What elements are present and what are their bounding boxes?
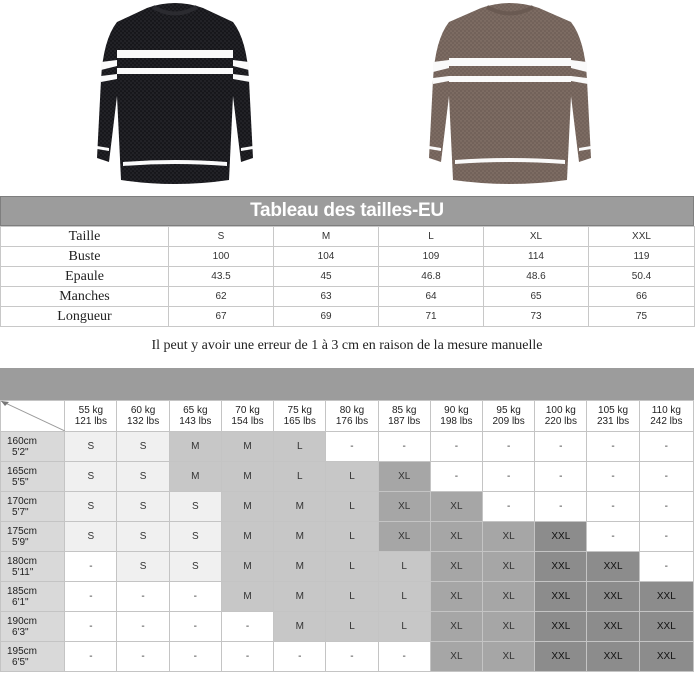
size-value: XXL xyxy=(589,227,695,247)
weight-header: 90 kg 198 lbs xyxy=(430,401,482,432)
size-recommendation-cell: XXL xyxy=(639,582,693,612)
size-row-buste xyxy=(1,247,695,267)
size-recommendation-cell: XXL xyxy=(639,612,693,642)
size-recommendation-cell: - xyxy=(378,432,430,462)
size-value: 75 xyxy=(589,307,695,327)
brown-sweater-image xyxy=(425,0,595,185)
weight-height-size-table xyxy=(0,400,694,672)
height-header: 180cm 5'11" xyxy=(1,552,65,582)
size-recommendation-cell: - xyxy=(483,462,535,492)
size-recommendation-cell: M xyxy=(221,582,273,612)
size-recommendation-cell: XXL xyxy=(587,612,639,642)
size-recommendation-cell: XL xyxy=(430,522,482,552)
size-recommendation-cell: L xyxy=(326,552,378,582)
size-recommendation-cell: - xyxy=(535,492,587,522)
size-value: 71 xyxy=(379,307,484,327)
weight-header: 55 kg 121 lbs xyxy=(65,401,117,432)
size-recommendation-cell: L xyxy=(378,552,430,582)
size-recommendation-cell: L xyxy=(274,462,326,492)
size-value: M xyxy=(274,227,379,247)
size-value: 62 xyxy=(169,287,274,307)
size-recommendation-cell: XL xyxy=(483,612,535,642)
weight-header: 80 kg 176 lbs xyxy=(326,401,378,432)
size-recommendation-cell: XXL xyxy=(535,552,587,582)
size-recommendation-cell: - xyxy=(65,642,117,672)
size-recommendation-cell: XXL xyxy=(535,522,587,552)
weight-header: 70 kg 154 lbs xyxy=(221,401,273,432)
size-recommendation-cell: - xyxy=(326,642,378,672)
size-value: 119 xyxy=(589,247,695,267)
size-recommendation-cell: S xyxy=(169,552,221,582)
row-label: Epaule xyxy=(1,267,169,287)
eu-size-table xyxy=(0,226,695,327)
height-row xyxy=(1,612,694,642)
height-row xyxy=(1,582,694,612)
size-recommendation-cell: - xyxy=(117,642,169,672)
size-value: 63 xyxy=(274,287,379,307)
size-recommendation-cell: XXL xyxy=(535,642,587,672)
size-value: S xyxy=(169,227,274,247)
size-recommendation-cell: M xyxy=(221,432,273,462)
height-header: 190cm 6'3" xyxy=(1,612,65,642)
height-row xyxy=(1,642,694,672)
size-value: 66 xyxy=(589,287,695,307)
size-recommendation-cell: - xyxy=(639,492,693,522)
row-label: Buste xyxy=(1,247,169,267)
size-recommendation-cell: - xyxy=(639,462,693,492)
size-recommendation-cell: S xyxy=(117,492,169,522)
weight-header: 95 kg 209 lbs xyxy=(483,401,535,432)
size-recommendation-cell: - xyxy=(169,612,221,642)
height-row xyxy=(1,432,694,462)
weight-table-header-band xyxy=(0,368,694,400)
height-row xyxy=(1,522,694,552)
size-recommendation-cell: L xyxy=(326,492,378,522)
size-recommendation-cell: M xyxy=(169,432,221,462)
height-row xyxy=(1,462,694,492)
size-value: 69 xyxy=(274,307,379,327)
height-header: 175cm 5'9" xyxy=(1,522,65,552)
height-row xyxy=(1,552,694,582)
corner-cell xyxy=(1,401,65,432)
size-value: 43.5 xyxy=(169,267,274,287)
size-recommendation-cell: XL xyxy=(483,642,535,672)
size-recommendation-cell: XL xyxy=(483,522,535,552)
size-recommendation-cell: XXL xyxy=(535,582,587,612)
size-recommendation-cell: XL xyxy=(430,492,482,522)
size-table-title: Tableau des tailles-EU xyxy=(0,196,694,226)
size-value: 67 xyxy=(169,307,274,327)
size-recommendation-cell: M xyxy=(221,492,273,522)
size-recommendation-cell: - xyxy=(221,612,273,642)
size-recommendation-cell: - xyxy=(378,642,430,672)
size-recommendation-cell: M xyxy=(274,612,326,642)
size-recommendation-cell: L xyxy=(326,522,378,552)
size-row-epaule xyxy=(1,267,695,287)
size-recommendation-cell: XXL xyxy=(535,612,587,642)
size-recommendation-cell: XXL xyxy=(587,582,639,612)
size-row-taille xyxy=(1,227,695,247)
size-recommendation-cell: S xyxy=(117,552,169,582)
size-value: L xyxy=(379,227,484,247)
size-recommendation-cell: - xyxy=(65,612,117,642)
size-recommendation-cell: - xyxy=(535,432,587,462)
size-recommendation-cell: - xyxy=(639,522,693,552)
weight-header: 75 kg 165 lbs xyxy=(274,401,326,432)
size-recommendation-cell: - xyxy=(65,582,117,612)
size-recommendation-cell: L xyxy=(378,612,430,642)
black-sweater-image xyxy=(95,0,255,185)
size-recommendation-cell: XL xyxy=(430,642,482,672)
size-recommendation-cell: L xyxy=(274,432,326,462)
size-recommendation-cell: - xyxy=(483,432,535,462)
size-recommendation-cell: M xyxy=(221,552,273,582)
size-recommendation-cell: XL xyxy=(378,522,430,552)
weight-header: 105 kg 231 lbs xyxy=(587,401,639,432)
size-recommendation-cell: - xyxy=(221,642,273,672)
weight-header: 110 kg 242 lbs xyxy=(639,401,693,432)
size-value: 50.4 xyxy=(589,267,695,287)
size-value: 48.6 xyxy=(484,267,589,287)
size-recommendation-cell: - xyxy=(169,642,221,672)
size-row-manches xyxy=(1,287,695,307)
size-recommendation-cell: L xyxy=(326,612,378,642)
size-recommendation-cell: M xyxy=(274,582,326,612)
size-value: 65 xyxy=(484,287,589,307)
size-recommendation-cell: M xyxy=(221,462,273,492)
size-recommendation-cell: XL xyxy=(430,552,482,582)
size-recommendation-cell: S xyxy=(169,492,221,522)
size-recommendation-cell: XXL xyxy=(587,552,639,582)
size-recommendation-cell: S xyxy=(169,522,221,552)
weight-header: 60 kg 132 lbs xyxy=(117,401,169,432)
size-recommendation-cell: - xyxy=(639,432,693,462)
size-value: 114 xyxy=(484,247,589,267)
size-value: 45 xyxy=(274,267,379,287)
size-recommendation-cell: - xyxy=(117,582,169,612)
size-recommendation-cell: - xyxy=(274,642,326,672)
row-label: Manches xyxy=(1,287,169,307)
size-value: 109 xyxy=(379,247,484,267)
height-header: 170cm 5'7" xyxy=(1,492,65,522)
size-recommendation-cell: XL xyxy=(483,552,535,582)
size-recommendation-cell: L xyxy=(378,582,430,612)
size-recommendation-cell: XL xyxy=(378,462,430,492)
size-recommendation-cell: M xyxy=(274,492,326,522)
size-value: 100 xyxy=(169,247,274,267)
size-recommendation-cell: - xyxy=(535,462,587,492)
size-recommendation-cell: S xyxy=(65,432,117,462)
size-recommendation-cell: - xyxy=(326,432,378,462)
size-recommendation-cell: S xyxy=(117,462,169,492)
size-recommendation-cell: XXL xyxy=(587,642,639,672)
size-recommendation-cell: XL xyxy=(430,612,482,642)
height-row xyxy=(1,492,694,522)
size-recommendation-cell: - xyxy=(587,522,639,552)
weight-header: 65 kg 143 lbs xyxy=(169,401,221,432)
size-value: XL xyxy=(484,227,589,247)
size-recommendation-cell: M xyxy=(221,522,273,552)
size-recommendation-cell: - xyxy=(65,552,117,582)
size-recommendation-cell: - xyxy=(430,462,482,492)
size-recommendation-cell: S xyxy=(117,522,169,552)
size-recommendation-cell: XL xyxy=(430,582,482,612)
height-header: 160cm 5'2" xyxy=(1,432,65,462)
height-header: 185cm 6'1" xyxy=(1,582,65,612)
measurement-note: Il peut y avoir une erreur de 1 à 3 cm en raison de la mesure manuelle xyxy=(151,338,543,353)
row-label: Taille xyxy=(1,227,169,247)
size-value: 64 xyxy=(379,287,484,307)
size-recommendation-cell: S xyxy=(65,492,117,522)
size-recommendation-cell: - xyxy=(117,612,169,642)
size-recommendation-cell: XL xyxy=(483,582,535,612)
size-recommendation-cell: M xyxy=(274,552,326,582)
size-recommendation-cell: - xyxy=(430,432,482,462)
weight-header: 85 kg 187 lbs xyxy=(378,401,430,432)
size-value: 73 xyxy=(484,307,589,327)
size-recommendation-cell: - xyxy=(587,492,639,522)
size-recommendation-cell: - xyxy=(587,432,639,462)
height-header: 195cm 6'5" xyxy=(1,642,65,672)
size-recommendation-cell: - xyxy=(483,492,535,522)
size-recommendation-cell: M xyxy=(169,462,221,492)
size-recommendation-cell: M xyxy=(274,522,326,552)
weight-header: 100 kg 220 lbs xyxy=(535,401,587,432)
size-value: 46.8 xyxy=(379,267,484,287)
height-header: 165cm 5'5" xyxy=(1,462,65,492)
size-recommendation-cell: S xyxy=(117,432,169,462)
size-recommendation-cell: S xyxy=(65,462,117,492)
size-recommendation-cell: L xyxy=(326,582,378,612)
size-row-longueur xyxy=(1,307,695,327)
size-recommendation-cell: - xyxy=(639,552,693,582)
size-recommendation-cell: - xyxy=(169,582,221,612)
size-recommendation-cell: S xyxy=(65,522,117,552)
row-label: Longueur xyxy=(1,307,169,327)
size-recommendation-cell: XXL xyxy=(639,642,693,672)
size-recommendation-cell: XL xyxy=(378,492,430,522)
size-recommendation-cell: - xyxy=(587,462,639,492)
size-value: 104 xyxy=(274,247,379,267)
size-recommendation-cell: L xyxy=(326,462,378,492)
